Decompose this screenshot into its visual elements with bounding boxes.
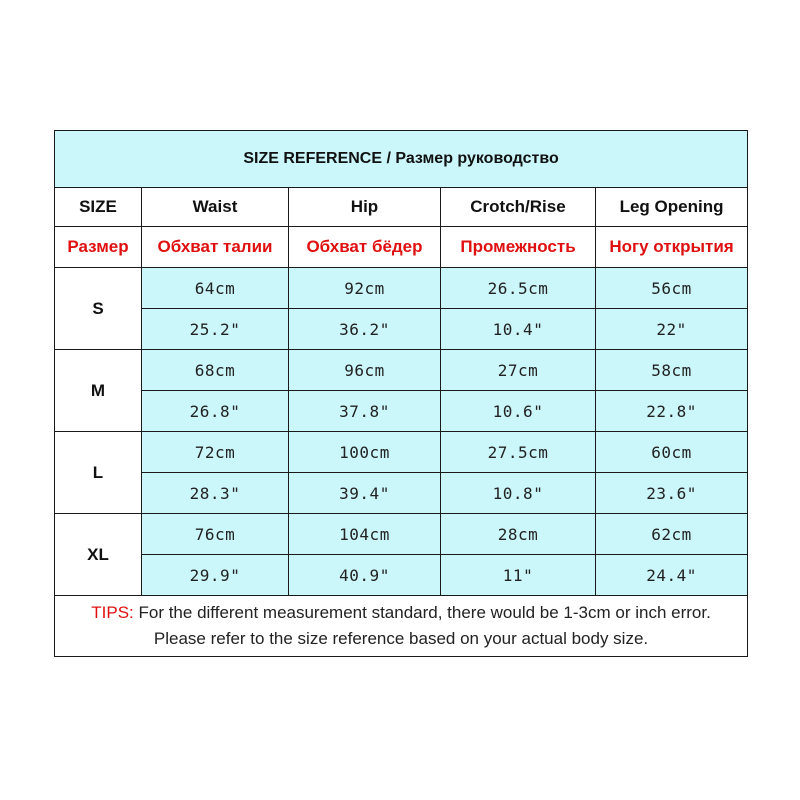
crotch-cm: 26.5cm xyxy=(441,268,596,309)
header-waist: Waist xyxy=(142,188,289,227)
tips-note xyxy=(55,596,748,657)
size-label: L xyxy=(55,432,142,514)
header-size-ru: Размер xyxy=(55,227,142,268)
crotch-cm: 28cm xyxy=(441,514,596,555)
header-row xyxy=(55,188,748,227)
hip-cm: 96cm xyxy=(289,350,441,391)
leg-opening-inch: 23.6" xyxy=(596,473,748,514)
hip-cm: 100cm xyxy=(289,432,441,473)
table-title: SIZE REFERENCE / Размер руководство xyxy=(55,131,748,188)
header-hip: Hip xyxy=(289,188,441,227)
waist-inch: 26.8" xyxy=(142,391,289,432)
header-waist-ru: Обхват талии xyxy=(142,227,289,268)
waist-cm: 76cm xyxy=(142,514,289,555)
tips-row xyxy=(55,596,748,657)
header-leg-opening-ru: Ногу открытия xyxy=(596,227,748,268)
waist-cm: 64cm xyxy=(142,268,289,309)
hip-inch: 40.9" xyxy=(289,555,441,596)
waist-cm: 68cm xyxy=(142,350,289,391)
table-row xyxy=(55,309,748,350)
crotch-inch: 11" xyxy=(441,555,596,596)
leg-opening-cm: 62cm xyxy=(596,514,748,555)
leg-opening-cm: 58cm xyxy=(596,350,748,391)
size-label: M xyxy=(55,350,142,432)
leg-opening-cm: 60cm xyxy=(596,432,748,473)
header-hip-ru: Обхват бёдер xyxy=(289,227,441,268)
hip-cm: 104cm xyxy=(289,514,441,555)
table-row xyxy=(55,350,748,391)
header-crotch-rise: Crotch/Rise xyxy=(441,188,596,227)
hip-inch: 37.8" xyxy=(289,391,441,432)
waist-inch: 25.2" xyxy=(142,309,289,350)
tips-label: TIPS: xyxy=(91,603,134,622)
table-row xyxy=(55,514,748,555)
crotch-cm: 27cm xyxy=(441,350,596,391)
crotch-cm: 27.5cm xyxy=(441,432,596,473)
table-row xyxy=(55,555,748,596)
size-label: XL xyxy=(55,514,142,596)
hip-cm: 92cm xyxy=(289,268,441,309)
leg-opening-cm: 56cm xyxy=(596,268,748,309)
table-row xyxy=(55,268,748,309)
size-label: S xyxy=(55,268,142,350)
header-leg-opening: Leg Opening xyxy=(596,188,748,227)
leg-opening-inch: 22" xyxy=(596,309,748,350)
hip-inch: 36.2" xyxy=(289,309,441,350)
size-reference-table xyxy=(54,130,748,657)
crotch-inch: 10.4" xyxy=(441,309,596,350)
leg-opening-inch: 24.4" xyxy=(596,555,748,596)
crotch-inch: 10.8" xyxy=(441,473,596,514)
title-row xyxy=(55,131,748,188)
header-size: SIZE xyxy=(55,188,142,227)
table-row xyxy=(55,432,748,473)
tips-text: For the different measurement standard, there would be 1-3cm or inch error. Please refer to the size reference based on your actual body size. xyxy=(133,603,711,648)
crotch-inch: 10.6" xyxy=(441,391,596,432)
waist-inch: 29.9" xyxy=(142,555,289,596)
header-crotch-ru: Промежность xyxy=(441,227,596,268)
hip-inch: 39.4" xyxy=(289,473,441,514)
waist-inch: 28.3" xyxy=(142,473,289,514)
header-row-ru xyxy=(55,227,748,268)
waist-cm: 72cm xyxy=(142,432,289,473)
table-row xyxy=(55,391,748,432)
table-row xyxy=(55,473,748,514)
leg-opening-inch: 22.8" xyxy=(596,391,748,432)
